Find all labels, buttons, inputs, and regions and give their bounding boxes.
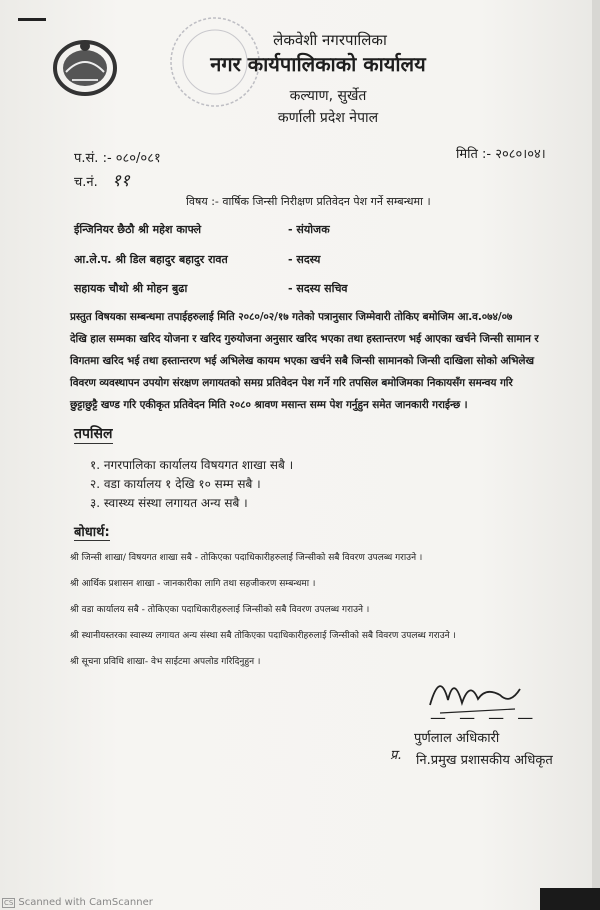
office-title: नगर कार्यपालिकाको कार्यालय [210, 52, 426, 76]
tapsil-heading: तपसिल [74, 426, 113, 442]
letter-subject: विषय :- वार्षिक जिन्सी निरीक्षण प्रतिवेदन पेश गर्ने सम्बन्धमा । [186, 195, 431, 208]
bodhartha-item: श्री जिन्सी शाखा/ विषयगत शाखा सबै - तोकिएका पदाधिकारीहरुलाई जिन्सीको सबै विवरण उपलब्ध गराउने । [70, 553, 423, 563]
office-province: कर्णाली प्रदेश नेपाल [277, 110, 379, 126]
tapsil-item: ३. स्वास्थ्य संस्था लगायत अन्य सबै । [90, 496, 248, 510]
signature-dash-line: — — — — [430, 708, 538, 727]
letter-date: मिति :- २०८०।०४। [456, 147, 546, 162]
committee-member-role: - संयोजक [288, 223, 330, 236]
body-line: विगतमा खरिद भई तथा हस्तान्तरण भई अभिलेख कायम भएका खर्चने सबै जिन्सी सामानको जिन्सी दाखिला सोको अभिलेख [70, 355, 534, 367]
tapsil-item: २. वडा कार्यालय १ देखि १० सम्म सबै । [90, 477, 261, 491]
signer-name: पुर्णलाल अधिकारी [414, 731, 500, 746]
bodhartha-item: श्री सूचना प्रविधि शाखा- वेभ साईटमा अपलोड गरिदिनुहुन । [70, 657, 261, 667]
letter-cn-handwritten: ११ [112, 171, 130, 191]
scanner-watermark-text: Scanned with CamScanner [18, 897, 153, 908]
committee-member-role: - सदस्य सचिव [288, 282, 348, 295]
bodhartha-item: श्री आर्थिक प्रशासन शाखा - जानकारीका लागि तथा सहजीकरण सम्बन्धमा । [70, 579, 316, 589]
office-location: कल्याण, सुर्खेत [289, 88, 367, 104]
bodhartha-item: श्री वडा कार्यालय सबै - तोकिएका पदाधिकारीहरुलाई जिन्सीको सबै विवरण उपलब्ध गराउने । [70, 605, 370, 615]
body-line: छुट्टाछुट्टै खण्ड गरि एकीकृत प्रतिवेदन मिति २०८० श्रावण मसान्त सम्म पेश गर्नुहुन समेत जानकारी गराईन्छ । [70, 399, 468, 411]
letter-ps-number: प.सं. :- ०८०/०८१ [74, 151, 161, 166]
body-line: विवरण व्यवस्थापन उपयोग संरक्षण लगायतको समग्र प्रतिवेदन पेश गर्ने गरि तपसिल बमोजिमका निकायसँग समन्वय गरि [70, 377, 513, 389]
committee-member-name: ईन्जिनियर छैठौ श्री महेश काफ्ले [74, 223, 202, 236]
municipality-name: लेकवेशी नगरपालिका [273, 31, 387, 49]
corner-mark [18, 18, 46, 21]
committee-member-name: सहायक चौथो श्री मोहन बुढा [74, 282, 188, 295]
camscanner-icon: CS [4, 899, 14, 907]
bodhartha-item: श्री स्थानीयस्तरका स्वास्थ्य लगायत अन्य संस्था सबै तोकिएका पदाधिकारीहरुलाई जिन्सीको सबै विवरण उपलब्ध गराउने । [70, 631, 456, 641]
body-line: देखि हाल सम्मका खरिद योजना र खरिद गुरुयोजना अनुसार खरिद भएका तथा हस्तान्तरण भई आएका खर्चने जिन्सी सामान र [70, 333, 539, 345]
page-edge-shadow [592, 0, 600, 910]
bodhartha-heading: बोधार्थ: [74, 522, 110, 541]
scanner-watermark [2, 897, 153, 908]
scan-border [540, 888, 600, 910]
body-line: प्रस्तुत विषयका सम्बन्धमा तपाईहरुलाई मिति २०८०/०२/१७ गतेको पत्रानुसार जिम्मेवारी तोकिए बमोजिम आ.व.०७४/०७ [70, 311, 513, 323]
tapsil-item: १. नगरपालिका कार्यालय विषयगत शाखा सबै । [90, 458, 294, 472]
letter-cn-label: च.नं. [74, 175, 98, 190]
committee-member-name: आ.ले.प. श्री डिल बहादुर बहादुर रावत [74, 253, 228, 266]
committee-member-role: - सदस्य [288, 253, 321, 266]
signer-title: नि.प्रमुख प्रशासकीय अधिकृत [416, 753, 553, 768]
signer-prefix-handwritten: प्र. [390, 748, 402, 763]
